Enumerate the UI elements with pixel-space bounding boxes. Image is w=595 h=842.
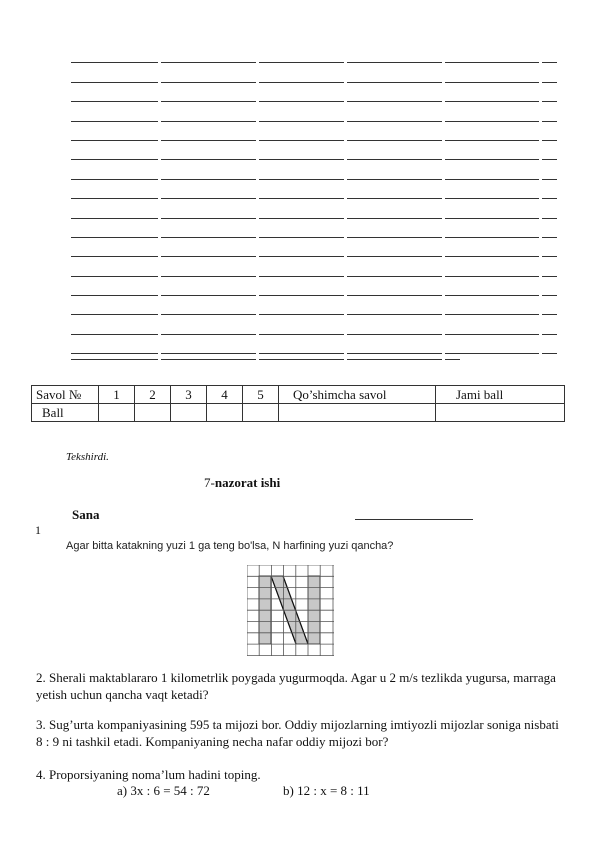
table-row <box>32 404 565 422</box>
table-cell: 3 <box>171 386 207 404</box>
date-label: Sana <box>72 507 100 522</box>
answer-line <box>71 63 557 82</box>
table-cell[interactable] <box>207 404 243 422</box>
letter-n-grid-figure <box>247 565 335 657</box>
date-line[interactable] <box>355 519 473 520</box>
table-cell[interactable] <box>436 404 565 422</box>
question-4-option-b: b) 12 : x = 8 : 11 <box>283 783 370 798</box>
table-cell[interactable] <box>243 404 279 422</box>
table-cell: Qo’shimcha savol <box>279 386 436 404</box>
answer-line <box>71 122 557 141</box>
table-cell: Ball <box>32 404 99 422</box>
title-text: nazorat ishi <box>214 475 281 490</box>
table-cell: Jami ball <box>436 386 565 404</box>
answer-line <box>71 219 557 238</box>
page-title <box>204 475 280 491</box>
answer-line <box>71 199 557 218</box>
table-cell[interactable] <box>279 404 436 422</box>
answer-line <box>71 315 557 334</box>
table-row <box>32 386 565 404</box>
answer-line <box>71 257 557 276</box>
table-cell: 5 <box>243 386 279 404</box>
question-4: 4. Proporsiyaning noma’lum hadini toping. <box>36 767 261 782</box>
answer-line <box>71 277 557 296</box>
question-2: 2. Sherali maktablararo 1 kilometrlik poygada yugurmoqda. Agar u 2 m/s tezlikda yugursa, marraga yetish uchun qancha vaqt ketadi? <box>36 670 556 702</box>
title-number: 7- <box>204 475 215 490</box>
answer-line <box>71 238 557 257</box>
score-table <box>31 385 565 422</box>
answer-line <box>71 180 557 199</box>
table-cell[interactable] <box>135 404 171 422</box>
answer-line <box>71 83 557 102</box>
table-cell: 1 <box>99 386 135 404</box>
table-cell: 2 <box>135 386 171 404</box>
answer-line <box>71 102 557 121</box>
table-cell[interactable] <box>171 404 207 422</box>
table-cell[interactable] <box>99 404 135 422</box>
tekshirdi-label: Tekshirdi. <box>66 451 109 463</box>
answer-line <box>71 44 557 63</box>
question-3: 3. Sug’urta kompaniyasining 595 ta mijozi bor. Oddiy mijozlarning imtiyozli mijozlar soniga nisbati 8 : 9 ni tashkil etadi. Kompaniyaning necha nafar oddiy mijozi bor? <box>36 717 559 749</box>
table-cell: 4 <box>207 386 243 404</box>
question-1-text: Agar bitta katakning yuzi 1 ga teng bo'lsa, N harfining yuzi qancha? <box>66 540 394 552</box>
question-4-option-a: a) 3x : 6 = 54 : 72 <box>117 783 210 798</box>
answer-line <box>71 160 557 179</box>
answer-line-last <box>71 342 460 360</box>
answer-lines <box>71 44 557 354</box>
table-cell: Savol № <box>32 386 99 404</box>
answer-line <box>71 141 557 160</box>
question-1-number: 1 <box>35 523 41 537</box>
answer-line <box>71 296 557 315</box>
